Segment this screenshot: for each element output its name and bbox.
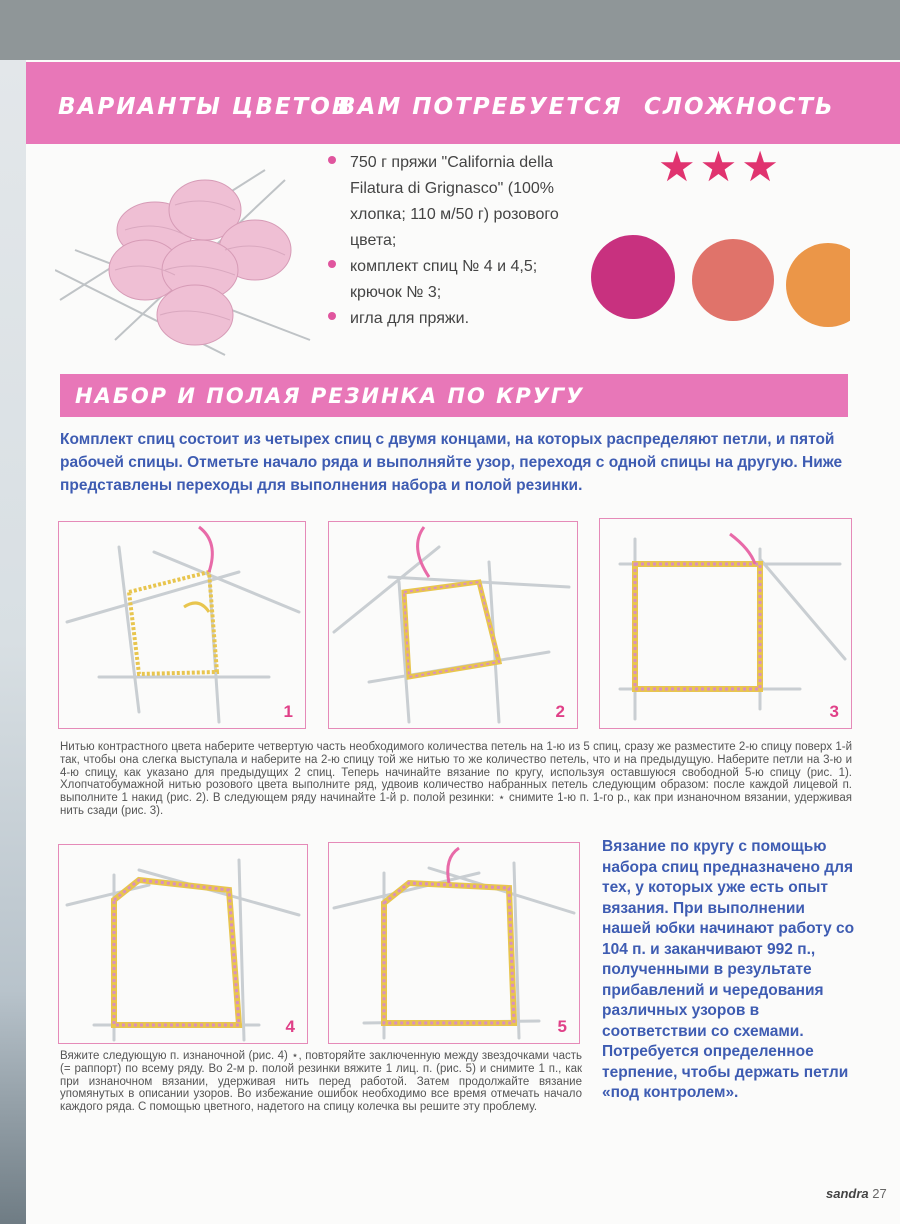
bullet-icon bbox=[328, 260, 336, 268]
figure-number: 1 bbox=[283, 702, 293, 721]
bullet-icon bbox=[328, 156, 336, 164]
figure-2 bbox=[328, 521, 578, 729]
header-color-variants: ВАРИАНТЫ ЦВЕТОВ bbox=[58, 94, 352, 120]
header-band bbox=[26, 62, 900, 144]
caption-figures-1-3: Нитью контрастного цвета наберите четвертую часть необходимого количества петель на 1-ю из 5 спиц, сразу же разместите 2-ю спицу поверх 1-й так, чтобы она слегка выступала и наберите на 2-ю спицу той же нитью то же количество петель, что и на предыдущую. Наберите петли на 3-ю и 4-ю спицу, как указано для предыдущих 2 спиц. Теперь начинайте вязание по кругу, используя оставшуюся свободной 5-ю спицу (рис. 1). Хлопчатобумажной нитью розового цвета выполните ряд, удвоив количество набранных петель следующим образом: после каждой лицевой п. выполните 1 накид (рис. 2). В следующем ряду начинайте 1-й р. полой резинки: ⋆ снимите 1-ю п. 1-го р., как при изнаночном вязании, удерживая нить сзади (рис. 3). bbox=[60, 741, 852, 817]
figure-4 bbox=[58, 844, 308, 1044]
yarn-ball-orange bbox=[786, 243, 850, 327]
figure-3 bbox=[599, 518, 852, 729]
bullet-icon bbox=[328, 312, 336, 320]
figure-number: 5 bbox=[557, 1017, 567, 1036]
materials-list bbox=[326, 150, 576, 332]
caption-figures-4-5: Вяжите следующую п. изнаночной (рис. 4) ⋆, повторяйте заключенную между звездочками часть (= раппорт) по всему ряду. Во 2-м р. полой резинки вяжите 1 лиц. п. (рис. 5) и снимите 1 п., как при изнаночном вязании, удерживая нить перед работой. Затем продолжайте вязание упомянутых в описании узоров. Во избежание ошибок необходимо все время отмечать начало каждого ряда. С помощью цветного, надетого на спицу колечка вы решите эту проблему. bbox=[60, 1050, 582, 1114]
side-note: Вязание по кругу с помощью набора спиц предназначено для тех, у которых уже есть опыт вязания. При выполнении нашей юбки начинают работу со 104 п. и заканчивают 992 п., полученными в результате прибавлений и чередования различных узоров в соответствии со схемами. Потребуется определенное терпение, чтобы держать петли «под контролем». bbox=[602, 838, 855, 1101]
figure-number: 2 bbox=[555, 702, 565, 721]
yarn-photo bbox=[55, 150, 315, 360]
page-number: 27 bbox=[872, 1186, 887, 1201]
materials-item: комплект спиц № 4 и 4,5; крючок № 3; bbox=[326, 254, 576, 306]
materials-item: 750 г пряжи "California della Filatura di Grignasco" (100% хлопка; 110 м/50 г) розового цвета; bbox=[326, 150, 576, 254]
figure-number: 3 bbox=[829, 702, 839, 721]
header-materials: ВАМ ПОТРЕБУЕТСЯ bbox=[338, 94, 623, 120]
figure-1 bbox=[58, 521, 306, 729]
brand-name: sandra bbox=[826, 1186, 869, 1201]
figure-number: 4 bbox=[285, 1017, 295, 1036]
intro-text: Комплект спиц состоит из четырех спиц с двумя концами, на которых распределяют петли, и пятой рабочей спицы. Отметьте начало ряда и выполняйте узор, переходя с одной спицы на другую. Ниже представлены переходы для выполнения набора и полой резинки. bbox=[60, 431, 843, 494]
footer bbox=[826, 1186, 887, 1201]
yarn-ball-coral bbox=[692, 239, 774, 321]
page-edge-strip bbox=[0, 60, 26, 1224]
materials-item: игла для пряжи. bbox=[326, 306, 576, 332]
section-title: НАБОР И ПОЛАЯ РЕЗИНКА ПО КРУГУ bbox=[75, 384, 585, 408]
scan-background bbox=[0, 0, 900, 62]
yarn-ball-magenta bbox=[591, 235, 675, 319]
section-band bbox=[60, 374, 848, 417]
color-variant-balls bbox=[590, 235, 850, 335]
header-difficulty: СЛОЖНОСТЬ bbox=[644, 94, 835, 120]
difficulty-stars: ★★★ bbox=[658, 143, 783, 190]
figure-5 bbox=[328, 842, 580, 1044]
